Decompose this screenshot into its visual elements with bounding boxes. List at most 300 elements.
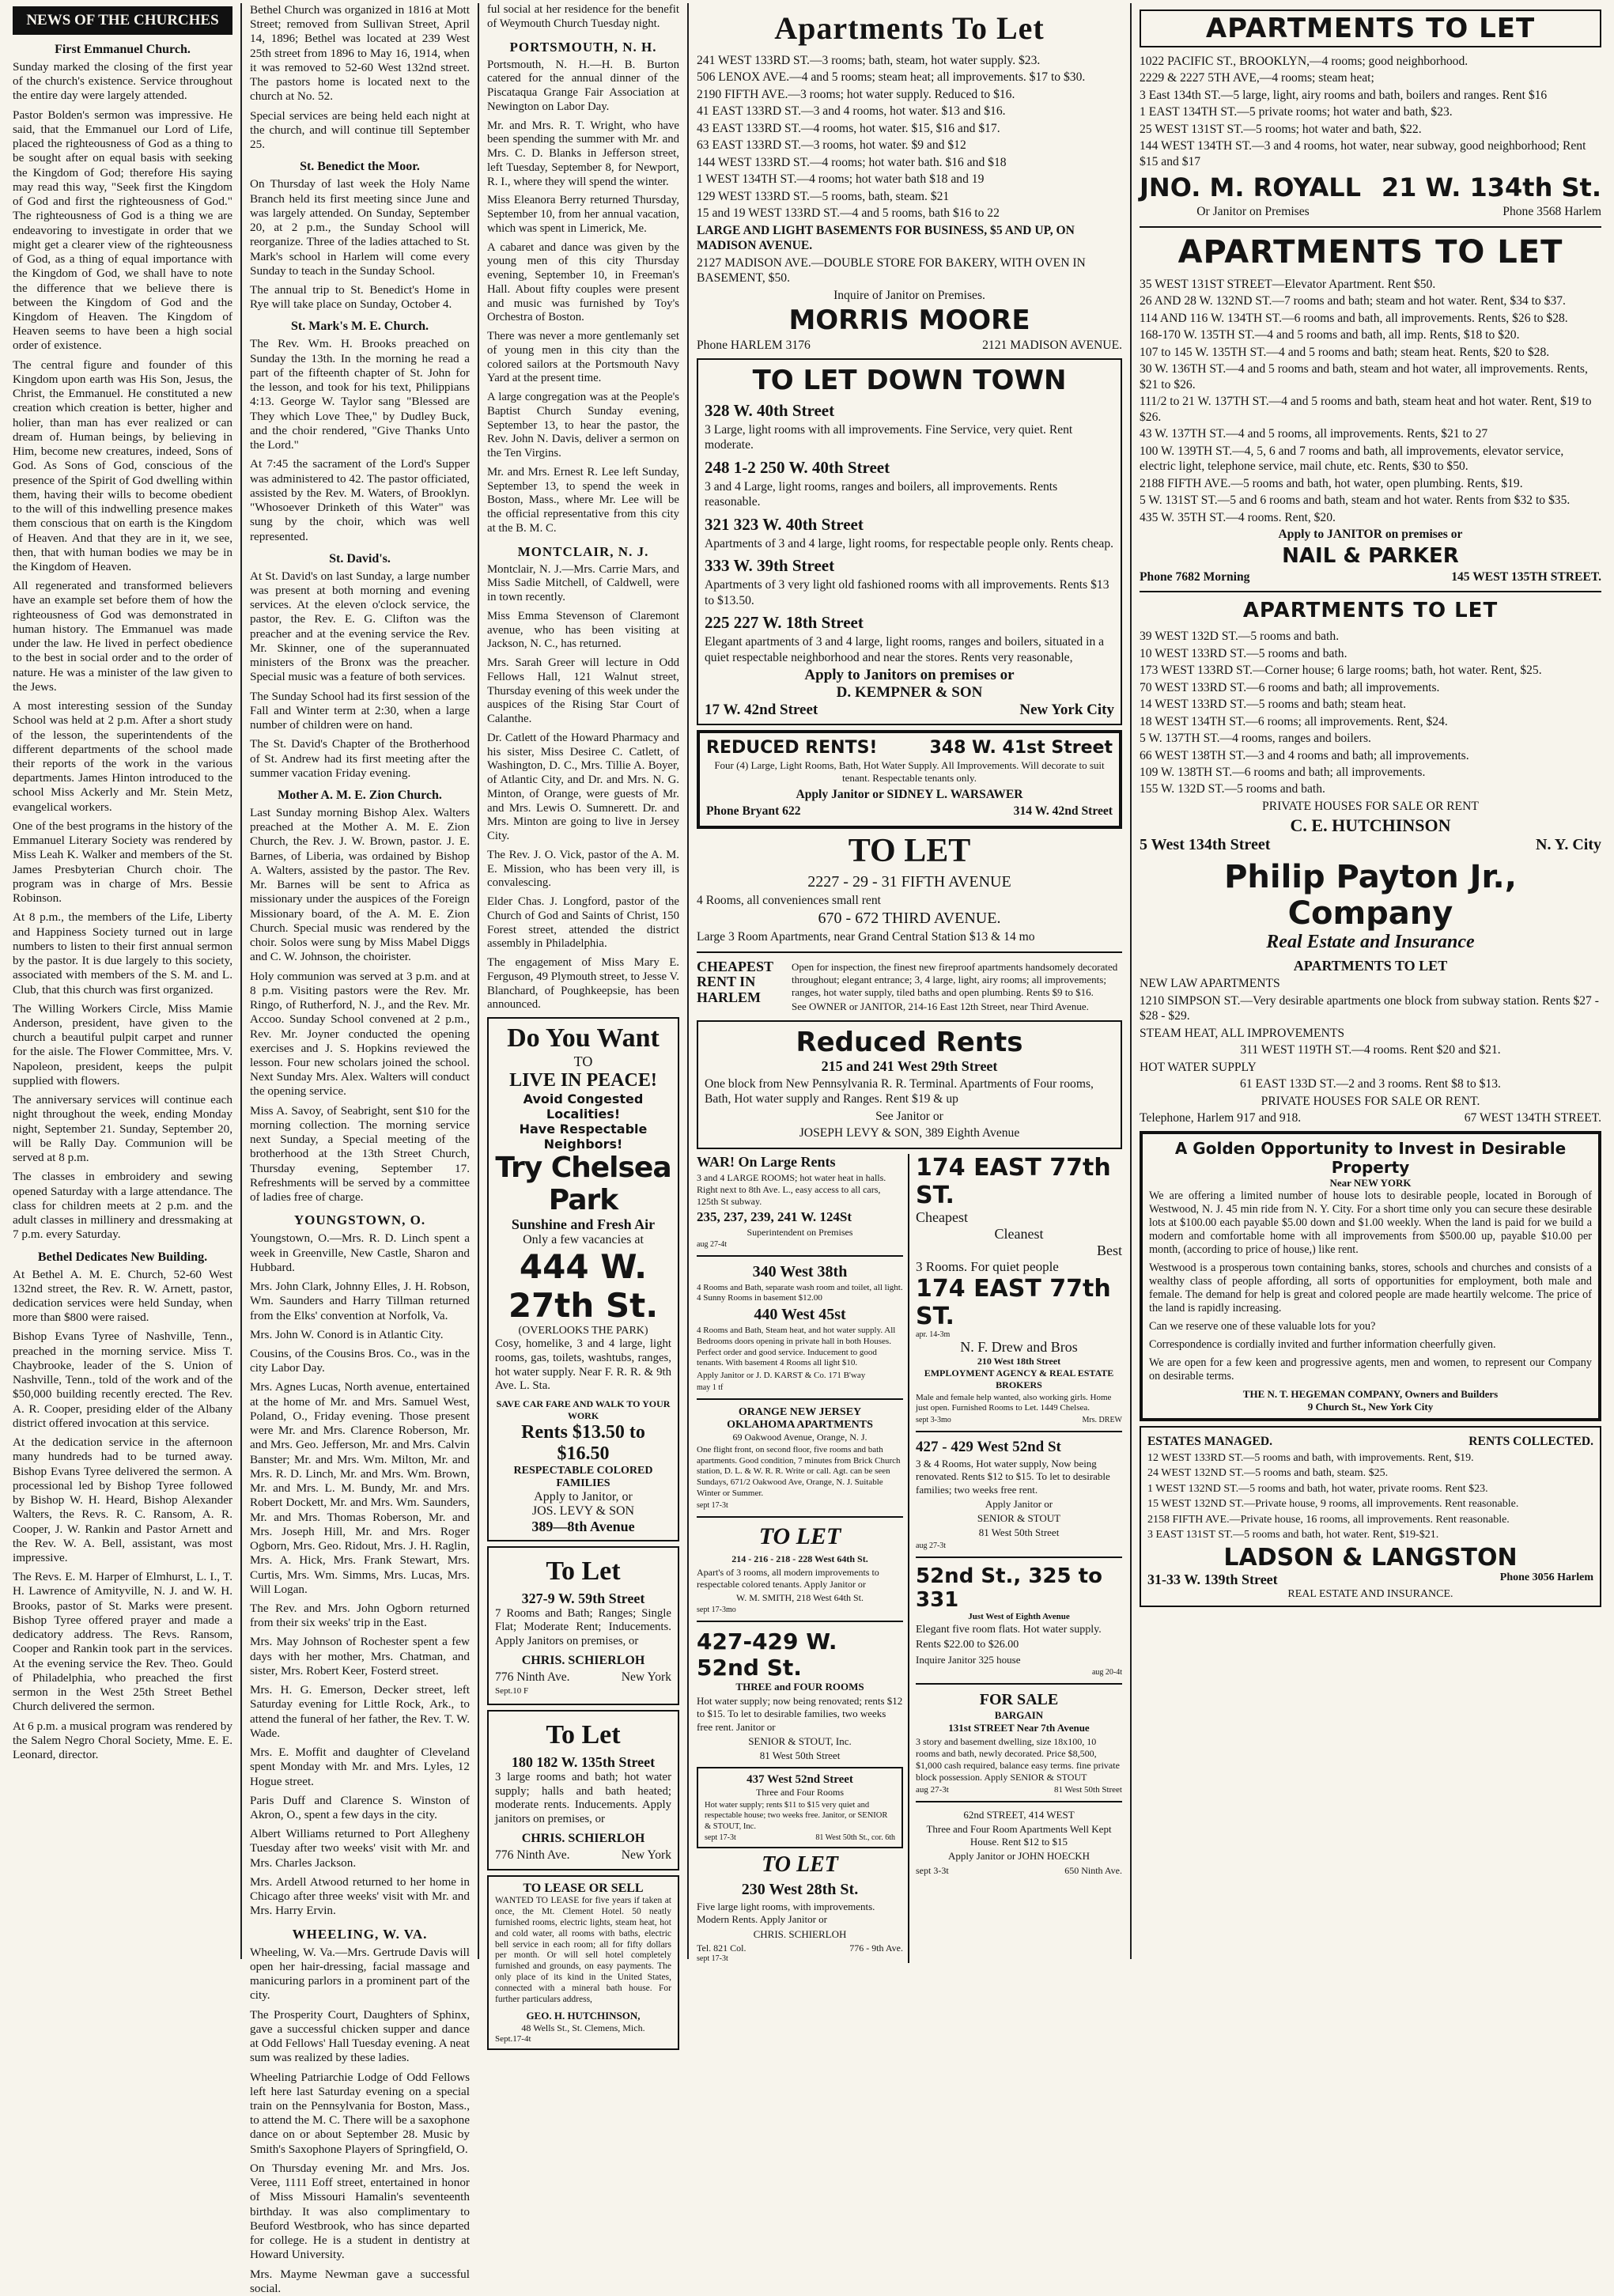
listing-row: 144 WEST 134TH ST.—3 and 4 rooms, hot water, near subway, good neighborhood; Rent $15 and $17 — [1140, 139, 1586, 168]
ad-headline: WAR! On Large Rents — [697, 1153, 836, 1170]
listing-row: 66 WEST 138TH ST.—3 and 4 rooms and bath; all improvements. — [1140, 748, 1469, 762]
ad-line: Avoid Congested Localities! — [523, 1091, 644, 1122]
ad-for-sale — [916, 1691, 1122, 1795]
ad-line: TO — [573, 1053, 593, 1069]
paragraph: Mrs. Mayme Newman gave a successful social. — [250, 2267, 470, 2295]
ad-52nd-427 — [697, 1628, 903, 1762]
ad-body: Hot water supply; rents $11 to $15 very quiet and respectable house; two weeks free. Janitor, or SENIOR & STOUT, Inc. — [705, 1801, 888, 1831]
paragraph: At Bethel A. M. E. Church, 52-60 West 132nd street, the Rev. R. W. Arnett, pastor, dedication services were held Sunday, when more than $800 were raised. — [13, 1267, 232, 1325]
agent-name: NAIL & PARKER — [1282, 543, 1459, 568]
listing-row: 39 WEST 132D ST.—5 rooms and bath. — [1140, 630, 1340, 644]
subhead: First Emmanuel Church. — [55, 43, 191, 56]
section-title: APARTMENTS TO LET — [1242, 599, 1499, 623]
ad-line: Apply Janitor or — [985, 1497, 1053, 1510]
ad-body: Apart's of 3 rooms, all modern improvements to respectable colored tenants. Apply Janitor or — [697, 1567, 879, 1591]
paragraph: One of the best programs in the history of the Emmanuel Literary Society was rendered by Miss Leah K. Walker and members of the St. James Presbyterian Church choir. The program was in charge of Mrs. Bessie Robinson. — [13, 819, 232, 906]
listing-row: 63 EAST 133RD ST.—3 rooms, hot water. $9 and $12 — [697, 138, 966, 153]
ad-agent: CHRIS. SCHIERLOH — [753, 1927, 847, 1940]
listing-note: PRIVATE HOUSES FOR SALE OR RENT — [1262, 799, 1479, 813]
ad-headline: TO LEASE OR SELL — [523, 1882, 644, 1896]
paragraph: Cousins, of the Cousins Bros. Co., was in the city Labor Day. — [250, 1346, 470, 1375]
ad-address: 327-9 W. 59th Street — [521, 1590, 645, 1606]
ad-address: 180 182 W. 135th Street — [511, 1753, 656, 1770]
listing-row: 111/2 to 21 W. 137TH ST.—4 and 5 rooms and bath, steam heat and hot water. Rent, $19 to $26. — [1140, 395, 1592, 424]
ad-address: 81 West 50th Street — [1054, 1784, 1122, 1795]
paragraph: Mrs. Agnes Lucas, North avenue, entertained at the home of Mr. and Mrs. Samuel West, Poland, O., Friday evening. Those present were Mr. and Mrs. Clarence Roberson, Mr. and Mrs. Geo. Jefferson, Mr. and Mrs. Calvin Banster; Mr. and Mrs. Wm. Milton, Mr. and Mrs. R. D. Linch, Mr. and Mrs. Wm. Brown, Mr. and Mrs. L. M. Bundy, Mr. and Mrs. Robert Dockett, Mr. and Mrs. Wm. Saunders, Mr. and Mrs. Thomas Roberson, Mr. and Mrs. Joseph Hill, Mr. and Mrs. Roger Ogborn, Mrs. Geo. Ridout, Mrs. J. H. Raglin, Mrs. A. Hick, Mrs. Frank Stewart, Mrs. Curtis, Mrs. Wm. Simms, Mrs. Lucas, Mrs. Will Logan. — [250, 1380, 470, 1596]
listing-row: 2229 & 2227 5TH AVE,—4 rooms; steam heat; — [1140, 71, 1374, 85]
listing-row: 10 WEST 133RD ST.—5 rooms and bath. — [1140, 646, 1348, 660]
ad-body: WANTED TO LEASE for five years if taken at once, the Mt. Clement Hotel. 50 neatly furnished rooms, electric lights, steam heat, hot and cold water, all rooms with baths, electric bell service in each room; all for fifty dollars per month. Or will sell hotel completely furnished and grounds, on easy payments. The only place of its kind in the United States, connected with a mineral bath house. For further particulars address, — [495, 1896, 671, 2004]
ad-address: 340 West 38th — [752, 1262, 848, 1280]
paragraph: At St. David's on last Sunday, a large number was present at both morning and evening services. At the eleven o'clock service, the pastor, the Rev. E. G. Clifton was the preacher and at the evening service the Rev. Mr. Skinner, one of the superannuated ministers of the Bronx was the preacher. Special music was a feature of both services. — [250, 569, 470, 684]
agent-phone: Phone HARLEM 3176 — [697, 339, 811, 353]
ad-body: 3 Rooms. For quiet people — [916, 1258, 1059, 1274]
ad-body: Apartments of 3 very light old fashioned rooms with all improvements. Rents $13 to $13.50. — [705, 578, 1109, 607]
listing-row: 43 W. 137TH ST.—4 and 5 rooms, all improvements. Rents, $21 to 27 — [1140, 427, 1488, 441]
ad-headline: 174 EAST 77th ST. — [916, 1153, 1111, 1209]
listing-row: 2127 MADISON AVE.—DOUBLE STORE FOR BAKERY, WITH OVEN IN BASEMENT, $50. — [697, 255, 1086, 286]
listing-note: Apply to JANITOR on premises or — [1278, 528, 1463, 542]
ad-address: 214 - 216 - 218 - 228 West 64th St. — [731, 1553, 868, 1565]
section-title: APARTMENTS TO LET — [1293, 958, 1448, 974]
ad-date: sept 17-3mo — [697, 1606, 736, 1615]
agent-address: 2121 MADISON AVENUE. — [982, 339, 1122, 353]
ad-line: RESPECTABLE COLORED FAMILIES — [513, 1465, 653, 1489]
paragraph: Mrs. John Clark, Johnny Elles, J. H. Robson, Wm. Saunders and Harry Tillman returned from the Elks' convention at Norfolk, Va. — [250, 1280, 470, 1322]
paragraph: A cabaret and dance was given by the young men of this city Thursday evening, September 10, in Freeman's Hall. About fifty couples were present and music was furnished by Toy's Orchestra of Boston. — [487, 240, 679, 324]
paragraph: Mrs. John W. Conord is in Atlantic City. — [250, 1327, 444, 1341]
ad-line: Sunshine and Fresh Air — [511, 1216, 656, 1232]
ad-orange-nj — [697, 1406, 903, 1510]
paragraph: Special services are being held each night at the church, and will continue till September 25. — [250, 108, 470, 152]
paragraph: Montclair, N. J.—Mrs. Carrie Mars, and Miss Sadie Mitchell, of Caldwell, were in town recently. — [487, 562, 679, 603]
paragraph: Mr. and Mrs. Ernest R. Lee left Sunday, September 13, to spend the week in Boston, Mass., where Mr. Lee will be the official representative from this city at the B. M. C. — [487, 465, 679, 535]
ad-address: 328 W. 40th Street — [705, 400, 835, 420]
dateline: PORTSMOUTH, N. H. — [509, 39, 657, 55]
paragraph: At 6 p.m. a musical program was rendered by the Salem Negro Choral Society, Mme. E. E. Leonard, director. — [13, 1719, 232, 1762]
paragraph: Albert Williams returned to Port Allegheny Tuesday after two weeks' visit with Mr. and Mrs. Charles Jackson. — [250, 1827, 470, 1870]
column-downtown-ads — [689, 3, 1132, 1963]
ad-agent: Apply Janitor or SIDNEY L. WARSAWER — [796, 787, 1023, 801]
listing-row: 70 WEST 133RD ST.—6 rooms and bath; all improvements. — [1140, 680, 1440, 694]
ad-body: 3 Large, light rooms with all improvements. Fine Service, very quiet. Rent moderate. — [705, 422, 1073, 452]
listing-row: 168-170 W. 135TH ST.—4 and 5 rooms and bath, all imp. Rents, $18 to $20. — [1140, 328, 1520, 342]
paragraph: The Willing Workers Circle, Miss Mamie Anderson, president, have given to the church a beautiful pulpit carpet and runner for the aisle. The Flower Committee, Mrs. V. Napoleon, president, keeps the pulpit supplied with flowers. — [13, 1001, 232, 1087]
column-church-news-2 — [242, 3, 479, 2295]
listing-row: 43 EAST 133RD ST.—4 rooms, hot water. $15, $16 and $17. — [697, 121, 1000, 135]
ad-address: 333 W. 39th Street — [705, 556, 835, 576]
ad-body: Apartments of 3 and 4 large, light rooms, for respectable people only. Rents cheap. — [705, 536, 1114, 550]
ad-cheapest-harlem — [697, 959, 1122, 1016]
paragraph: Mrs. Sarah Greer will lecture in Odd Fellows Hall, 121 Walnut street, Thursday evening of this week under the auspices of the Rising Star Court of Calanthe. — [487, 656, 679, 725]
company-address: 31-33 W. 139th Street — [1147, 1571, 1278, 1587]
paragraph: On Thursday of last week the Holy Name Branch held its first meeting since June and was largely attended. On Sunday, September 20, at 2 p.m., the Sunday School will reorganize. Three of the ladies attached to St. Mark's school in Harlem will come every Sunday to teach in the Sunday School. — [250, 177, 470, 278]
ad-agent: N. F. Drew and Bros — [960, 1338, 1078, 1355]
ad-headline: A Golden Opportunity to Invest in Desirable Property — [1174, 1138, 1567, 1177]
listing-row: 241 WEST 133RD ST.—3 rooms; bath, steam, hot water supply. $23. — [697, 54, 1041, 67]
ad-line: 389—8th Avenue — [531, 1519, 635, 1534]
column-local-news — [479, 3, 689, 2044]
ad-headline: TO LET — [848, 832, 971, 869]
paragraph: Bishop Evans Tyree of Nashville, Tenn., preached in the morning service. Miss T. Chaybrooke, leader of the S. Union of Nashville, Tenn., told of the work and of the $50,000 building recently erected. The Rev. A. R. Cooper, presiding elder of the Albany district offered invocation at this service. — [13, 1330, 232, 1430]
ad-down-town — [697, 358, 1122, 725]
ad-address: 210 West 18th Street — [977, 1355, 1061, 1367]
paragraph: Miss Emma Stevenson of Claremont avenue, who has been visiting at Jackson, N. C., has returned. — [487, 609, 679, 651]
ad-agent: JOS. LEVY & SON — [531, 1504, 635, 1518]
ad-date: aug 27-3t — [916, 1541, 947, 1550]
listing-row: STEAM HEAT, ALL IMPROVEMENTS — [1140, 1026, 1345, 1040]
ad-address: 776 - 9th Ave. — [849, 1942, 903, 1954]
listing-row: 18 WEST 134TH ST.—6 rooms; all improvements. Rent, $24. — [1140, 714, 1448, 728]
ad-date: aug 27-3t — [916, 1784, 949, 1795]
paragraph: Portsmouth, N. H.—H. B. Burton catered for the annual dinner of the Piscataqua Grange Fair Association at Newington on Labor Day. — [487, 58, 679, 113]
ad-headline: TO LET — [762, 1852, 838, 1877]
paragraph: Mrs. H. G. Emerson, Decker street, left Saturday evening for Little Rock, Ark., to attend the funeral of her father, the Rev. T. W. Wade. — [250, 1683, 470, 1740]
ad-line: (OVERLOOKS THE PARK) — [518, 1325, 648, 1337]
listing-row: 3 EAST 131ST ST.—5 rooms and bath, hot water. Rent, $19-$21. — [1147, 1529, 1439, 1541]
ad-52nd-325 — [916, 1564, 1122, 1677]
paragraph: Dr. Catlett of the Howard Pharmacy and his sister, Miss Desiree C. Catlett, of Washington, D. C., Mrs. Tillie A. Boyer, of Atlantic City, and Dr. and Mrs. N. G. Minton, of Orange, were guests of Mr. and Mrs. Lewis O. Sumnerett. Dr. and Mrs. Minton are going to live in Jersey City. — [487, 731, 679, 842]
listing-row: 15 and 19 WEST 133RD ST.—4 and 5 rooms, bath $16 to 22 — [697, 206, 1000, 221]
ad-date: aug 20-4t — [1091, 1667, 1122, 1677]
ad-body: Westwood is a prosperous town containing banks, stores, schools and churches and consists of a wealthy class of people affording, all sorts of opportunities for employment, both male and female. The demand for help is great and colored people are made heartily welcome. The price of the land is rapidly increasing. — [1149, 1261, 1592, 1315]
listing-row: LARGE AND LIGHT BASEMENTS FOR BUSINESS, $5 AND UP, ON MADISON AVENUE. — [697, 223, 1075, 253]
paragraph: Wheeling Patriarchie Lodge of Odd Fellows left here last Saturday evening on a special train on the Pennsylvania for Boston, Mass., to attend the M. C. There will be a saxophone dance on or about September 28. Music by Smith's Saxophone Players of Springfield, O. — [250, 2070, 470, 2156]
ad-address: 81 West 50th St., cor. 6th — [815, 1833, 895, 1842]
listing-row: 41 EAST 133RD ST.—3 and 4 rooms, hot water. $13 and $16. — [697, 104, 1006, 119]
agent-address: 145 WEST 135TH STREET. — [1451, 569, 1601, 584]
ad-body: 3 & 4 Rooms, Hot water supply, Now being renovated. Rents $12 to $15. To let to desirable families; two weeks free rent. — [916, 1458, 1110, 1496]
ad-line: Have Respectable Neighbors! — [519, 1122, 648, 1152]
listing-row: 1022 PACIFIC ST., BROOKLYN,—4 rooms; good neighborhood. — [1140, 55, 1468, 68]
ad-headline: Reduced Rents — [796, 1026, 1023, 1058]
paragraph: Bethel Church was organized in 1816 at Mott Street; removed from Sullivan Street, April 14, 1896; Bethel was located at 239 West 25th street from 1896 to May 16, 1914, when it was removed to 52-60 West 132nd street. The pastors home is located next to the church at No. 52. — [250, 3, 470, 104]
paragraph: Miss A. Savoy, of Seabright, sent $10 for the morning collection. The morning service next Sunday, a Special meeting of the brotherhood at the 13th Street Church, Thursday evening, September 17. Refreshments will be served by a committee of ladies free of charge. — [250, 1103, 470, 1205]
ad-address: 2227 - 29 - 31 FIFTH AVENUE — [807, 872, 1011, 891]
ad-date: sept 3-3mo — [916, 1416, 951, 1425]
column-church-news — [5, 3, 242, 1959]
listing-row: 155 W. 132D ST.—5 rooms and bath. — [1140, 782, 1325, 796]
ad-address: 131st STREET Near 7th Avenue — [948, 1721, 1090, 1734]
listing-row: 109 W. 138TH ST.—6 rooms and bath; all improvements. — [1140, 765, 1426, 779]
paragraph: Paris Duff and Clarence S. Winston of Akron, O., spent a few days in the city. — [250, 1793, 470, 1822]
ad-address: 440 West 45st — [754, 1306, 846, 1324]
ad-body: Male and female help wanted, also working girls. Home just open. Furnished Rooms to Let. 1449 Chelsea. — [916, 1392, 1112, 1413]
ad-address: 444 W. 27th St. — [508, 1247, 659, 1325]
subhead: Bethel Dedicates New Building. — [37, 1250, 208, 1264]
ad-line: Cleanest — [994, 1225, 1044, 1242]
paragraph: The central figure and founder of this Kingdom upon earth was His Son, Jesus, the Christ, the Emmanuel. He constituted a new creation which creation is better, higher and holier, than man has ever realized or can dream of. Human beings, by believing in Him, become new creatures, indeed, Sons of God. As Sons of God, conscious of the presence of the Spirit of God dwelling within them, having their wills to become obedient to the will of this indwelling presence makes them conscious that on earth is the Kingdom of Heaven. And that they are in it, we see, then, that with human bodies we may be in the Kingdom of Heaven. — [13, 357, 232, 573]
ad-body: Four (4) Large, Light Rooms, Bath, Hot Water Supply. All Improvements. Will decorate to suit tenant. Respectable tenants only. — [714, 759, 1105, 785]
company-tagline: REAL ESTATE AND INSURANCE. — [1287, 1587, 1453, 1600]
ad-line: Apply to Janitor, or — [534, 1490, 633, 1504]
ad-line: SAVE CAR FARE AND WALK TO YOUR WORK — [496, 1398, 671, 1421]
ad-agent: W. M. SMITH, 218 West 64th St. — [735, 1592, 864, 1604]
ad-body: 3 and 4 Large, light rooms, ranges and boilers, all improvements. Rents reasonable. — [705, 479, 1058, 509]
paragraph: A large congregation was at the People's Baptist Church Sunday evening, September 13, to hear the pastor, the Rev. John N. Davis, deliver a sermon on the Ten Virgins. — [487, 391, 679, 460]
ad-line: BARGAIN — [994, 1708, 1044, 1721]
ad-address: 230 West 28th St. — [741, 1881, 859, 1899]
paragraph: Elder Chas. J. Longford, pastor of the Church of God and Saints of Christ, 150 Forest street, attended the district assembly in Philadelphia. — [487, 895, 679, 951]
listing-row: 12 WEST 133RD ST.—5 rooms and bath, with improvements. Rent, $19. — [1147, 1451, 1474, 1464]
paragraph: There was never a more gentlemanly set of young men in this city than the colored sailors at the Portsmouth Navy Yard at the present time. — [487, 330, 679, 385]
ad-52nd-437 — [697, 1767, 903, 1848]
ad-date: sept 17-3t — [697, 1954, 728, 1963]
ad-body: 4 Rooms and Bath, Steam heat, and hot water supply. All Bedrooms doors opening in private hall in both Houses. Perfect order and good service. Inducement to good tenants. With basement 4 Rooms all light $10. — [697, 1326, 896, 1368]
ad-body: Open for inspection, the finest new fireproof apartments handsomely decorated throughout; elegant entrance; 3, 4 large, light, airy rooms; all improvements; ranges, hot water supply, tiled baths and open plumbing. Rents $9 to $16. — [792, 960, 1118, 999]
company-name: Philip Payton Jr., Company — [1224, 859, 1517, 932]
ad-body: Elegant five room flats. Hot water supply. — [916, 1623, 1102, 1636]
ad-headline: TO LET DOWN TOWN — [752, 364, 1067, 396]
ad-address: 9 Church St., New York City — [1307, 1401, 1434, 1413]
ad-agent: CHRIS. SCHIERLOH — [521, 1653, 645, 1667]
ad-headline: 427-429 W. 52nd St. — [697, 1628, 837, 1681]
ad-headline: Try Chelsea Park — [495, 1152, 671, 1216]
ad-headline: 62nd STREET, 414 WEST — [963, 1808, 1075, 1821]
ad-headline: TO LET — [758, 1522, 841, 1549]
paragraph: The Rev. J. O. Vick, pastor of the A. M. E. Mission, who has been very ill, is convalescing. — [487, 848, 679, 890]
listing-row: 435 W. 35TH ST.—4 rooms. Rent, $20. — [1140, 510, 1336, 524]
ad-line: Only a few vacancies at — [523, 1233, 644, 1246]
ad-tel: Tel. 821 Col. — [697, 1942, 747, 1954]
section-title: APARTMENTS TO LET — [1140, 9, 1601, 47]
paragraph: The St. David's Chapter of the Brotherhood of St. Andrew had its first meeting after the summer vacation Friday evening. — [250, 737, 470, 780]
subhead: St. Mark's M. E. Church. — [291, 320, 429, 334]
listing-row: 61 EAST 133D ST.—2 and 3 rooms. Rent $8 to $13. — [1240, 1077, 1501, 1091]
listing-row: 2188 FIFTH AVE.—5 rooms and bath, hot water, open plumbing. Rents, $19. — [1140, 476, 1523, 490]
ad-body: Cosy, homelike, 3 and 4 large, light rooms, gas, toilets, washtubs, ranges, hot water supply. Near F. R. R. & 9th Ave. L. Sta. — [495, 1337, 671, 1393]
ad-reduced-rents-29th — [697, 1020, 1122, 1149]
paragraph: The Sunday School had its first session of the Fall and Winter term at 2:30, when a large number of children were on hand. — [250, 689, 470, 732]
ad-fifth-avenue — [697, 834, 1122, 945]
subhead: St. Benedict the Moor. — [300, 160, 420, 174]
listing-note: Inquire of Janitor on Premises. — [833, 288, 985, 302]
ad-date: Sept.17-4t — [495, 2034, 531, 2044]
ad-address: 348 W. 41st Street — [929, 738, 1113, 758]
ad-body: 3 and 4 LARGE ROOMS; hot water heat in halls. Right next to 8th Ave. L., easy access to all cars, 125th St subway. — [697, 1171, 886, 1207]
ad-chelsea-park — [487, 1017, 679, 1541]
ad-date: Sept.10 F — [495, 1686, 529, 1696]
ad-address: 314 W. 42nd Street — [1013, 804, 1113, 819]
company-tagline: Real Estate and Insurance — [1266, 932, 1475, 953]
ad-address: 248 1-2 250 W. 40th Street — [705, 457, 890, 477]
paragraph: At 7:45 the sacrament of the Lord's Supper was administered to 42. The pastor officiated, assisted by the Rev. M. Waters, of Brooklyn. "Whosoever Drinketh of this Water" was sung by the choir, which was well represented. — [250, 457, 470, 543]
ad-headline: ORANGE NEW JERSEY — [738, 1405, 862, 1418]
agent-phone: Phone 7682 Morning — [1140, 569, 1250, 584]
ad-line: ESTATES MANAGED. — [1147, 1435, 1272, 1449]
ad-agent: Mrs. DREW — [1082, 1416, 1122, 1425]
ad-body: Correspondence is cordially invited and further information cheerfully given. — [1149, 1338, 1496, 1352]
column-harlem-ads — [1132, 3, 1609, 1959]
listing-row: PRIVATE HOUSES FOR SALE OR RENT. — [1261, 1094, 1480, 1108]
listing-row: 26 AND 28 W. 132ND ST.—7 rooms and bath; steam and hot water. Rent, $34 to $37. — [1140, 294, 1566, 308]
section-header: NEWS OF THE CHURCHES — [13, 6, 232, 35]
ad-line: RENTS COLLECTED. — [1468, 1435, 1593, 1449]
ad-line: Inquire Janitor 325 house — [916, 1653, 1021, 1666]
paragraph: The Revs. E. M. Harper of Elmhurst, L. I., T. H. Lawrence of Amityville, N. J. and W. H. Brooks, pastor of St. Marks were present. Bishop Tyree offered prayer and made a dedicatory address. The Revs. Ransom, Cooper and Rankin took part in the services. At the evening service the Rev. Theo. Gould of Philadelphia, who preached the first sermon in the West 25th Street Bethel Church delivered the sermon. — [13, 1570, 232, 1714]
listing-row: 173 WEST 133RD ST.—Corner house; 6 large rooms; bath, hot water. Rent, $25. — [1140, 664, 1542, 678]
ad-rent: Rents $22.00 to $26.00 — [916, 1639, 1019, 1651]
paragraph: Last Sunday morning Bishop Alex. Walters preached at the Mother A. M. E. Zion Church, the Rev. J. W. Brown, pastor. J. E. Barnes, of Liberia, was ordained by Bishop A. Walters, assisted by the pastor. The Rev. Mr. Barnes will be sent to Africa as missionary under the auspices of the Foreign Missionary board, of the A. M. E. Zion Church. Special music was rendered by the choir. Solos were sung by Miss Mabel Diggs and C. W. Johnson, the choirister. — [250, 806, 470, 964]
listing-row: 14 WEST 133RD ST.—5 rooms and bath; steam heat. — [1140, 698, 1406, 712]
paragraph: The engagement of Miss Mary E. Ferguson, 49 Plymouth street, to Jesse V. Blanchard, of Poughkeepsie, has been announced. — [487, 956, 679, 1012]
listing-row: 3 East 134th ST.—5 large, light, airy rooms and bath, boilers and ranges. Rent $16 — [1140, 88, 1548, 102]
ad-59th-street — [487, 1546, 679, 1705]
ad-64th-street — [697, 1524, 903, 1615]
listing-row: 1210 SIMPSON ST.—Very desirable apartments one block from subway station. Rents $27 - $28 - $29. — [1140, 993, 1599, 1023]
listing-row: 100 W. 139TH ST.—4, 5, 6 and 7 rooms and bath, all improvements, elevator service, electric light, telephone service, mail chute, etc. Rents, $30 to $50. — [1140, 444, 1564, 474]
ad-body: 3 large rooms and bath; hot water supply; halls and bath heated; moderate rents. Inducements. Apply janitors on premises, or — [495, 1770, 671, 1826]
ad-address: 670 - 672 THIRD AVENUE. — [818, 910, 1001, 928]
ad-52nd-427-b — [916, 1439, 1122, 1550]
paragraph: Mr. and Mrs. R. T. Wright, who have been spending the summer with Mr. and Mrs. C. D. Blanks in Jefferson street, left Tuesday, September 8, for Newport, R. I., where they will spend the winter. — [487, 119, 679, 188]
listing-row: 311 WEST 119TH ST.—4 rooms. Rent $20 and $21. — [1240, 1043, 1501, 1057]
ad-38th-45th — [697, 1263, 903, 1392]
ad-77th-street — [916, 1154, 1122, 1367]
paragraph: The Prosperity Court, Daughters of Sphinx, gave a successful chicken supper and dance at Odd Fellows' Hall Tuesday evening. A neat sum was realized by these ladies. — [250, 2007, 470, 2065]
ad-line: New York — [621, 1670, 671, 1684]
paragraph: The classes in embroidery and sewing opened Saturday with a large attendance. The class for children meets at 2 p.m. and the adult classes in millinery and dressmaking at 7 p.m. every Saturday. — [13, 1170, 232, 1242]
listing-row: 15 WEST 132ND ST.—Private house, 9 rooms, all improvements. Rent reasonable. — [1147, 1498, 1519, 1511]
listing-row: 2158 FIFTH AVE.—Private house, 16 rooms, all improvements. Rent reasonable. — [1147, 1513, 1510, 1526]
listing-row: NEW LAW APARTMENTS — [1140, 977, 1280, 991]
ad-employment-agency — [916, 1367, 1122, 1425]
ad-address: 81 West 50th Street — [759, 1749, 841, 1762]
ad-address: 17 W. 42nd Street — [705, 702, 818, 719]
listing-row: 129 WEST 133RD ST.—5 rooms, bath, steam. $21 — [697, 189, 950, 203]
subhead: Mother A. M. E. Zion Church. — [278, 789, 442, 803]
agent-name: JNO. M. ROYALL — [1140, 172, 1361, 203]
ad-headline: 427 - 429 West 52nd St — [916, 1439, 1061, 1456]
ad-line: Cheapest — [916, 1209, 968, 1225]
ad-city: New York City — [1019, 702, 1114, 719]
paragraph: On Thursday evening Mr. and Mrs. Jos. Veree, 1111 Eoff street, entertained in honor of Miss Missouri Hamalin's seventeenth birthday. It was also complimentary to Beuford Westbrook, who has since departed for college. He is a student in dentistry at Howard University. — [250, 2161, 470, 2262]
ad-line: Just West of Eighth Avenue — [968, 1611, 1070, 1621]
ad-headline: EMPLOYMENT AGENCY & REAL ESTATE BROKERS — [924, 1367, 1114, 1390]
ad-headline: REDUCED RENTS! — [706, 738, 878, 758]
ad-body: 3 story and basement dwelling, size 18x100, 10 rooms and bath, newly decorated. Price $8,500, $1,000 cash required, balance easy terms. fine private block possession. Apply SENIOR & STOUT — [916, 1735, 1120, 1783]
ad-body: 4 Rooms, all conveniences small rent — [697, 893, 881, 907]
agent-name: C. E. HUTCHINSON — [1290, 815, 1451, 836]
ad-address: 48 Wells St., St. Clemens, Mich. — [521, 2022, 645, 2034]
paragraph: The anniversary services will continue each night throughout the week, ending Monday night, September 21. Sunday, September 20, will be Rally Day. Communion will be served at 8 p.m. — [13, 1093, 232, 1165]
ad-62nd-street — [916, 1809, 1122, 1877]
ad-line: Apply to Janitors on premises or — [804, 667, 1015, 684]
ad-body: Can we reserve one of these valuable lots for you? — [1149, 1320, 1376, 1333]
dateline: MONTCLAIR, N. J. — [517, 543, 649, 559]
ad-headline: 52nd St., 325 to 331 — [916, 1564, 1102, 1612]
listing-row: 35 WEST 131ST STREET—Elevator Apartment. Rent $50. — [1140, 277, 1436, 291]
paragraph: Holy communion was served at 3 p.m. and at 8 p.m. Visiting pastors were the Rev. Mr. Ringo, of Rutherford, N. J., and the Rev. Mr. Accoo. Sunday School convened at 2 p.m., Rev. Mr. Joyner conducted the opening exercises and J. S. Hopkins reviewed the lesson. Four new scholars joined the school. Next Sunday Mrs. Alex. Walters will conduct the opening service. — [250, 969, 470, 1099]
ad-line: LIVE IN PEACE! — [509, 1070, 657, 1091]
ad-hotel-lease — [487, 1875, 679, 2050]
ad-agent: Apply Janitor or J. D. KARST & Co. 171 B'way — [697, 1371, 866, 1381]
ad-line: New York — [621, 1848, 671, 1862]
ad-headline: CHEAPEST RENT IN HARLEM — [697, 958, 773, 1006]
ad-date: aug 27-4t — [697, 1239, 728, 1249]
ad-headline: To Let — [546, 1720, 621, 1750]
listing-row: 30 W. 136TH ST.—4 and 5 rooms and bath, steam and hot water, all improvements. Rents, $21 to $26. — [1140, 362, 1588, 391]
paragraph: The annual trip to St. Benedict's Home in Rye will take place on Sunday, October 4. — [250, 282, 470, 312]
ad-body: Hot water supply; now being renovated; rents $12 to $15. To let to desirable families, two weeks free rent. Janitor or — [697, 1695, 903, 1733]
ad-golden-opportunity — [1140, 1131, 1601, 1421]
ad-135th-street — [487, 1710, 679, 1870]
ad-date: may 1 tf — [697, 1383, 724, 1392]
ad-body: One flight front, on second floor, five rooms and bath apartments. Good condition, 7 minutes from Brick Church station, D. L. & W. R. R. Write or call. Agt. can be seen Sundays, 671/2 Oakwood Ave, Orange, N. J. Suitable Winter or Summer. — [697, 1444, 901, 1498]
ad-address: 650 Ninth Ave. — [1064, 1864, 1122, 1876]
subhead: St. David's. — [329, 551, 391, 565]
ad-body: 4 Rooms and Bath, separate wash room and toilet, all light. 4 Sunny Rooms in basement $12.00 — [697, 1282, 903, 1303]
listing-row: 144 WEST 133RD ST.—4 rooms; hot water bath. $16 and $18 — [697, 155, 1007, 169]
ad-body: We are open for a few keen and progressive agents, men and women, to represent our Company on desirable terms. — [1149, 1356, 1592, 1383]
ad-headline: FOR SALE — [979, 1690, 1059, 1708]
company-name: LADSON & LANGSTON — [1223, 1543, 1518, 1572]
ad-line: Near NEW YORK — [1329, 1176, 1412, 1189]
ad-body: 7 Rooms and Bath; Ranges; Single Flat; Moderate Rent; Inducements. Apply Janitors on premises, or — [495, 1606, 671, 1648]
ad-body: One block from New Pennsylvania R. R. Terminal. Apartments of Four rooms, Bath, Hot water supply and Ranges. Rent $19 & up — [705, 1076, 1094, 1106]
agent-name: MORRIS MOORE — [788, 304, 1030, 337]
ad-headline: To Let — [546, 1557, 621, 1586]
listing-row: 2190 FIFTH AVE.—3 rooms; hot water supply. Reduced to $16. — [697, 87, 1015, 101]
ad-body: Large 3 Room Apartments, near Grand Central Station $13 & 14 mo — [697, 930, 1035, 944]
ad-body: We are offering a limited number of house lots to desirable people, located in Borough of Westwood, N. J. 45 min ride from N. Y. City. For a short time only you can secure these desirable lots at $100.00 each payable $5.00 down and $1.00 weekly. When the land is paid for we build a modern and comfortable home with all improvements from $500.00 up, payable $10.00 per month, (according to price of house,) like rent. — [1149, 1189, 1592, 1256]
ad-address: 81 West 50th Street — [978, 1526, 1060, 1539]
ad-agent: JOSEPH LEVY & SON, 389 Eighth Avenue — [799, 1126, 1020, 1140]
ad-line: Three and Four Rooms — [756, 1787, 844, 1799]
company-phone: Phone 3056 Harlem — [1499, 1571, 1593, 1583]
listing-row: 5 W. 137TH ST.—4 rooms, ranges and boilers. — [1140, 732, 1371, 746]
listing-row: 506 LENOX AVE.—4 and 5 rooms; steam heat; all improvements. $17 to $30. — [697, 70, 1086, 85]
ad-line: 776 Ninth Ave. — [495, 1670, 570, 1684]
ad-war-rents — [697, 1154, 903, 1249]
ad-headline: 437 West 52nd Street — [747, 1773, 853, 1787]
paragraph: ful social at her residence for the benefit of Weymouth Church Tuesday night. — [487, 3, 679, 30]
section-title: Apartments To Let — [774, 10, 1045, 46]
agent-line: Or Janitor on Premises — [1196, 205, 1310, 219]
paragraph: Miss Eleanora Berry returned Thursday, September 10, from her annual vacation, which was spent in Limerick, Me. — [487, 194, 679, 235]
paragraph: Mrs. E. Moffit and daughter of Cleveland spent Monday with Mr. and Mrs. Lyles, 12 Hogue street. — [250, 1746, 470, 1788]
ad-agent: THE N. T. HEGEMAN COMPANY, Owners and Builders — [1242, 1388, 1499, 1401]
listing-row: 107 to 145 W. 135TH ST.—4 and 5 rooms and bath; steam heat. Rents, $20 to $28. — [1140, 345, 1550, 359]
ad-line: Superintendent on Premises — [747, 1226, 853, 1238]
ad-ladson-langston — [1140, 1426, 1601, 1606]
ad-line: OKLAHOMA APARTMENTS — [727, 1418, 873, 1431]
listing-row: 1 WEST 134TH ST.—4 rooms; hot water bath $18 and 19 — [697, 172, 985, 187]
ad-address: 321 323 W. 40th Street — [705, 514, 864, 534]
ad-agent: SENIOR & STOUT — [977, 1512, 1061, 1525]
paragraph: A most interesting session of the Sunday School was held at 2 p.m. After a short study of the lesson, the superintendents of the different departments of the school made their reports of the work in the various departments. James Hinton introduced to the school Miss Ackerly and Mr. Stein Metz, evangelical workers. — [13, 699, 232, 814]
listing-row: 5 W. 131ST ST.—5 and 6 rooms and bath, steam and hot water. Rents from $32 to $35. — [1140, 494, 1571, 508]
ad-agent: SENIOR & STOUT, Inc. — [748, 1734, 852, 1747]
paragraph: Mrs. May Johnson of Rochester spent a few days with her mother, Mrs. Chatman, and sister, Mrs. Robert Keer, Fosterd street. — [250, 1635, 470, 1678]
agent-city: N. Y. City — [1536, 836, 1601, 854]
paragraph: Wheeling, W. Va.—Mrs. Gertrude Davis will open her hair-dressing, facial massage and manicuring parlors in a prominent part of the city. — [250, 1945, 470, 2003]
ad-28th-street — [697, 1853, 903, 1963]
ad-headline: 174 EAST 77th ST. — [916, 1274, 1111, 1330]
agent-phone: Phone 3568 Harlem — [1502, 205, 1601, 219]
ad-headline: Do You Want — [507, 1023, 660, 1053]
paragraph: The Rev. Wm. H. Brooks preached on Sunday the 13th. In the morning he read a part of the fifteenth chapter of St. John for the lesson, and took for his text, Philippians 4:13. George W. Taylor sang "Blessed are They which Love Thee," by Dudley Buck, and the choir rendered, "Give Thanks Unto the Lord." — [250, 337, 470, 452]
paragraph: At the dedication service in the afternoon many hundreds had to be turned away. Bishop Evans Tyree delivered the sermon. A processional led by Bishop Tyree followed by Bishop W. H. Heard, Bishop Alexander Walters, the Revs. R. C. Ransom, A. R. Cooper, J. W. Rankin and Pastor Arnett and the Rev. W. A. Bell, assistant, was most impressive. — [13, 1435, 232, 1564]
ad-body: Five large light rooms, with improvements. Modern Rents. Apply Janitor or — [697, 1901, 875, 1926]
ad-address: 235, 237, 239, 241 W. 124St — [697, 1209, 852, 1224]
ad-date: sept 17-3t — [705, 1833, 736, 1842]
ad-phone: Phone Bryant 622 — [706, 804, 801, 819]
paragraph: Sunday marked the closing of the first year of the church's existence. Service throughout the entire day were largely attended. — [13, 60, 232, 103]
listing-row: HOT WATER SUPPLY — [1140, 1060, 1257, 1074]
listing-row: 25 WEST 131ST ST.—5 rooms; hot water and bath, $22. — [1140, 122, 1422, 136]
ad-reduced-rents-41st — [697, 730, 1122, 828]
